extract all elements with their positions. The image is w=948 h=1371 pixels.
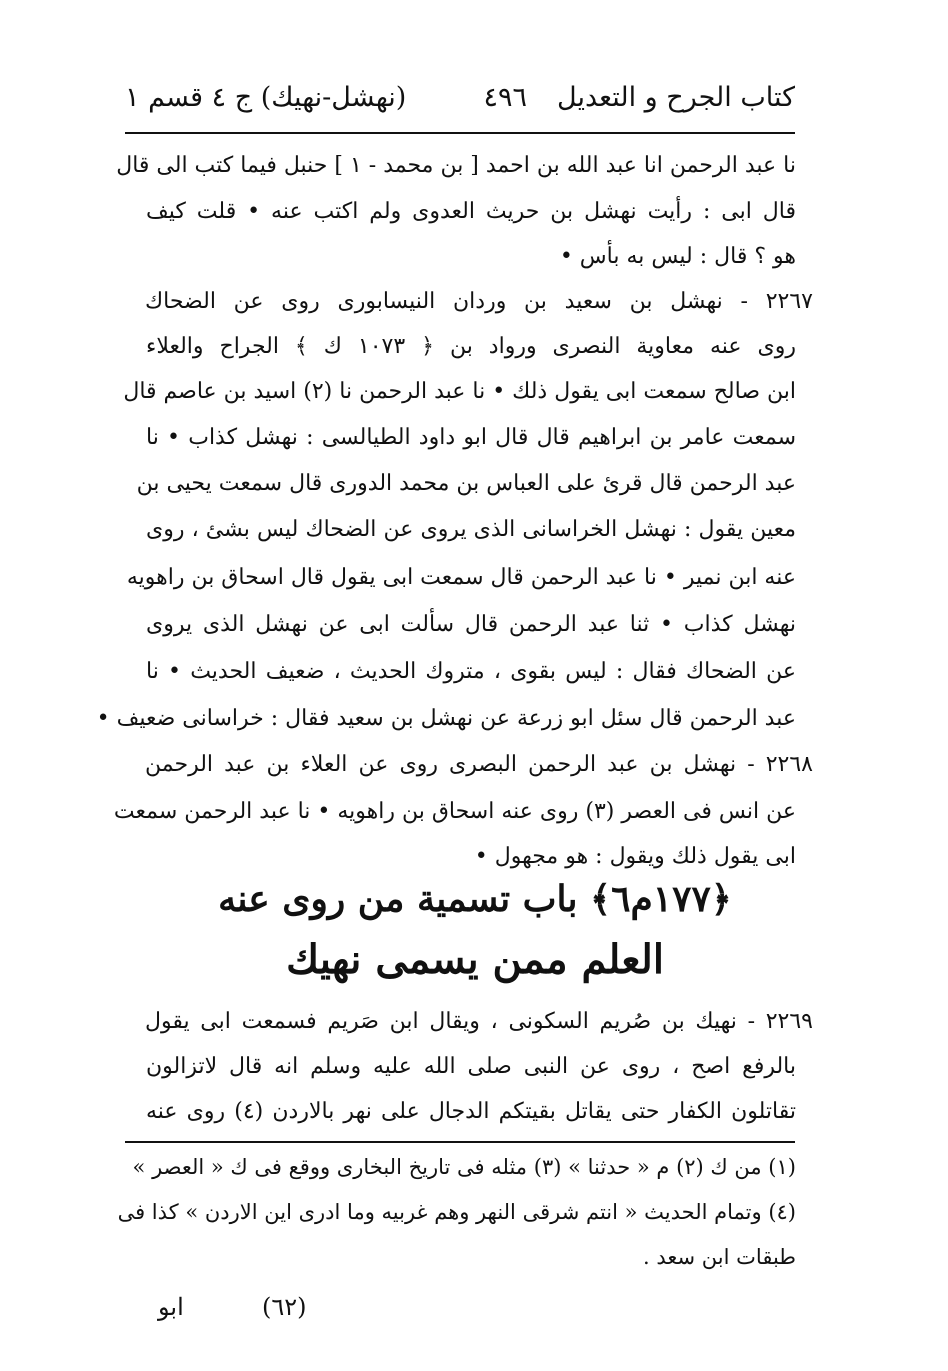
signature-mark: (٦٢) bbox=[262, 1293, 307, 1321]
entry-2269-heading: ٢٢٦٩ - نهيك بن صُريم السكونى ، ويقال ابن صَريم فسمعت ابى يقول bbox=[145, 1009, 813, 1034]
catchword: ابو bbox=[158, 1293, 184, 1321]
page-number: ٤٩٦ bbox=[483, 82, 527, 113]
text-line: بالرفع اصح ، روى عن النبى صلى الله عليه وسلم انه قال لاتزالون bbox=[146, 1054, 796, 1079]
section-range: (نهشل-نهيك) ج ٤ قسم ١ bbox=[125, 82, 407, 113]
footnote-line: (٤) وتمام الحديث « انتم شرقى النهر وهم غربيه وما ادرى اين الاردن » كذا فى bbox=[117, 1200, 796, 1224]
footnote-rule bbox=[125, 1141, 795, 1143]
entry-2267-heading: ٢٢٦٧ - نهشل بن سعيد بن وردان النيسابورى روى عن الضحاك bbox=[145, 289, 813, 314]
text-line: عن انس فى العصر (٣) روى عنه اسحاق بن راهويه • نا عبد الرحمن سمعت bbox=[113, 799, 796, 824]
text-line: ابن صالح سمعت ابى يقول ذلك • نا عبد الرحمن نا (٢) اسيد بن عاصم قال bbox=[123, 379, 796, 404]
entry-2268-heading: ٢٢٦٨ - نهشل بن عبد الرحمن البصرى روى عن العلاء بن عبد الرحمن bbox=[145, 752, 813, 777]
text-line: قال ابى : رأيت نهشل بن حريث العدوى ولم اكتب عنه • قلت كيف bbox=[146, 199, 796, 224]
text-line: تقاتلون الكفار حتى يقاتل بقيتكم الدجال على نهر بالاردن (٤) روى عنه bbox=[146, 1099, 796, 1124]
text-line: نهشل كذاب • ثنا عبد الرحمن قال سألت ابى عن نهشل الذى يروى bbox=[146, 612, 796, 637]
text-line: عبد الرحمن قال قرئ على العباس بن محمد الدورى قال سمعت يحيى بن bbox=[136, 471, 796, 496]
running-header bbox=[125, 82, 795, 122]
text-line: نا عبد الرحمن انا عبد الله بن احمد [ بن محمد - ١ ] حنبل فيما كتب الى قال bbox=[116, 153, 796, 178]
header-rule bbox=[125, 132, 795, 134]
text-line: عبد الرحمن قال سئل ابو زرعة عن نهشل بن سعيد فقال : خراسانى ضعيف • bbox=[96, 706, 796, 731]
text-line: هو ؟ قال : ليس به بأس • bbox=[559, 244, 796, 269]
book-title: كتاب الجرح و التعديل bbox=[557, 82, 795, 113]
footnote-line: طبقات ابن سعد . bbox=[643, 1245, 796, 1269]
text-line: روى عنه معاوية النصرى ورواد بن ﴿ ١٠٧٣ ك ﴾ الجراح والعلاء bbox=[146, 334, 796, 359]
text-line: معين يقول : نهشل الخراسانى الذى يروى عن الضحاك ليس بشئ ، روى bbox=[146, 517, 796, 542]
text-line: عنه ابن نمير • نا عبد الرحمن قال سمعت ابى يقول قال اسحاق بن راهويه bbox=[126, 565, 796, 590]
text-line: سمعت عامر بن ابراهيم قال قال ابو داود الطيالسى : نهشل كذاب • نا bbox=[146, 425, 796, 450]
text-line: عن الضحاك فقال : ليس بقوى ، متروك الحديث ، ضعيف الحديث • نا bbox=[146, 659, 796, 684]
chapter-heading-line-1: ﴿١٧٧م٦﴾ باب تسمية من روى عنه bbox=[218, 878, 732, 920]
text-line: ابى يقول ذلك ويقول : هو مجهول • bbox=[474, 844, 796, 869]
chapter-heading-line-2: العلم ممن يسمى نهيك bbox=[286, 936, 664, 983]
footnote-line: (١) من ك (٢) م « حدثنا » (٣) مثله فى تاريخ البخارى ووقع فى ك « العصر » bbox=[132, 1155, 796, 1179]
